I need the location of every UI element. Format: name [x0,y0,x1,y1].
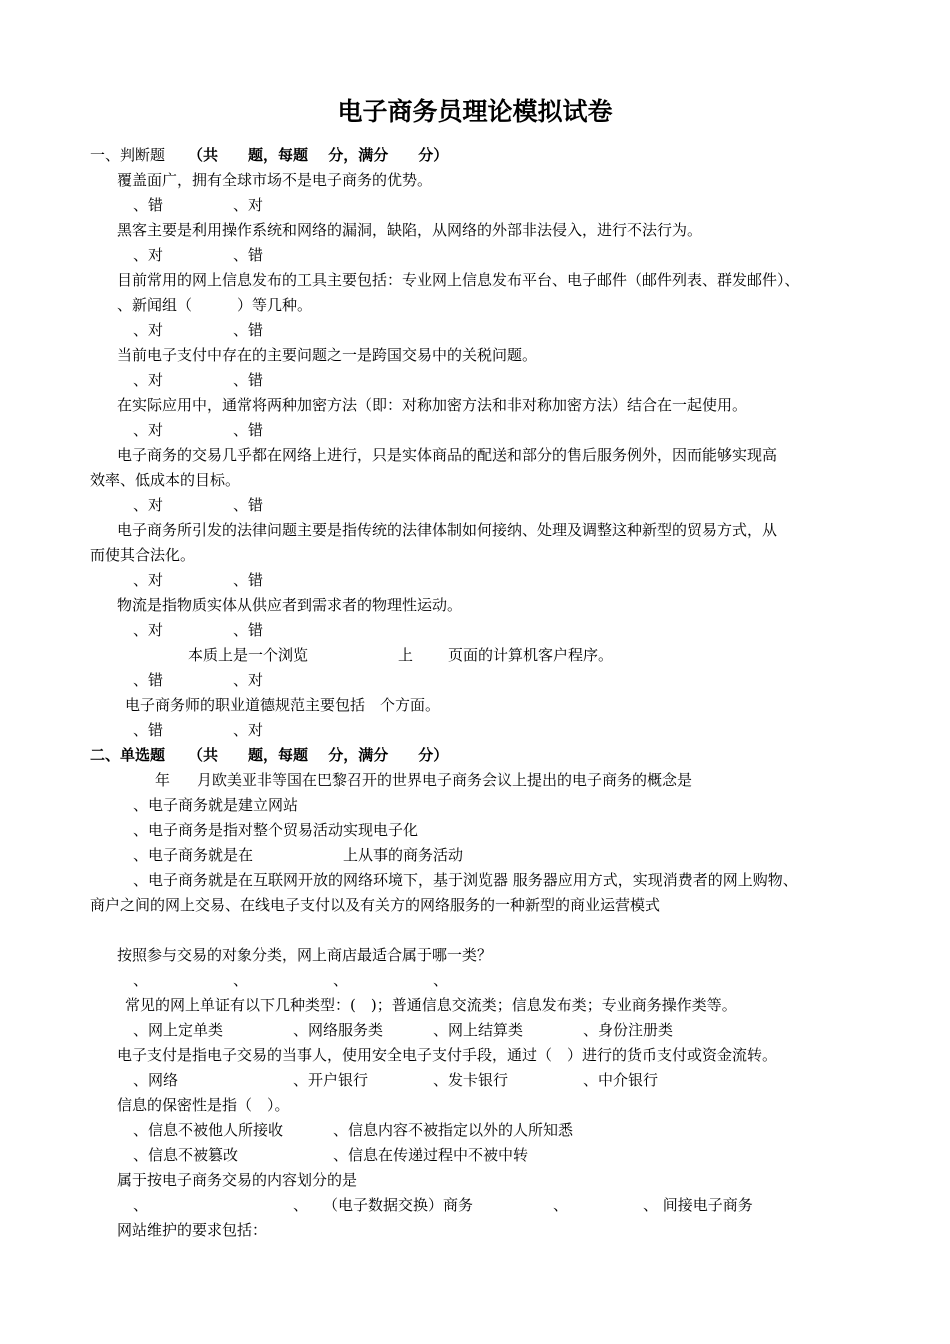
s2-q6-option-b: 、 （电子数据交换）商务 [293,1196,474,1214]
s1-q3-text-cont: 、新闻组（ ）等几种。 [117,296,313,314]
s1-q9-option-b: 、对 [233,671,264,689]
s1-q3-option-b: 、错 [233,321,264,339]
s2-q6-option-c: 、 [553,1196,569,1214]
s2-q5-text: 信息的保密性是指（ ）。 [117,1096,290,1114]
s2-q5-option-b: 、信息内容不被指定以外的人所知悉 [333,1121,574,1139]
s1-q6-text: 电子商务的交易几乎都在网络上进行，只是实体商品的配送和部分的售后服务例外，因而能够实现高 [117,446,778,464]
s1-q2-option-b: 、错 [233,246,264,264]
s2-q5-option-a: 、信息不被他人所接收 [133,1121,284,1139]
s2-q1-option-d: 、电子商务就是在互联网开放的网络环境下，基于浏览器 服务器应用方式，实现消费者的网上购物、 [133,871,798,889]
s2-q2-option-a: 、 [133,971,149,989]
s2-q4-text: 电子支付是指电子交易的当事人，使用安全电子支付手段，通过（ ）进行的货币支付或资金流转。 [117,1046,778,1064]
s1-q7-text-cont: 而使其合法化。 [90,546,196,564]
s2-q4-option-c: 、发卡银行 [433,1071,509,1089]
s2-q1-option-d-cont: 商户之间的网上交易、在线电子支付以及有关方的网络服务的一种新型的商业运营模式 [90,896,661,914]
s1-q10-text: 电子商务师的职业道德规范主要包括 个方面。 [125,696,441,714]
s2-q1-year: 年 [155,771,171,789]
s1-q2-text: 黑客主要是利用操作系统和网络的漏洞，缺陷，从网络的外部非法侵入，进行不法行为。 [117,221,703,239]
s2-q3-option-b: 、网络服务类 [293,1021,384,1039]
s1-q4-text: 当前电子支付中存在的主要问题之一是跨国交易中的关税问题。 [117,346,538,364]
s2-q2-option-b: 、 [233,971,249,989]
s2-q2-option-c: 、 [333,971,349,989]
s1-q9-option-a: 、错 [133,671,164,689]
s2-q5-option-c: 、信息不被篡改 [133,1146,239,1164]
s2-q3-option-d: 、身份注册类 [583,1021,674,1039]
s1-q8-option-a: 、对 [133,621,164,639]
s2-q4-option-a: 、网络 [133,1071,179,1089]
s2-q2-option-d: 、 [433,971,449,989]
s1-q10-option-a: 、错 [133,721,164,739]
s2-q1-option-b: 、电子商务是指对整个贸易活动实现电子化 [133,821,419,839]
s1-q9-text-c: 页面的计算机客户程序。 [448,646,614,664]
s1-q9-text-b: 上 [398,646,414,664]
s2-q3-option-a: 、网上定单类 [133,1021,224,1039]
s1-q5-text: 在实际应用中，通常将两种加密方法（即：对称加密方法和非对称加密方法）结合在一起使用。 [117,396,748,414]
section1-heading-meta: （共 题，每题 分，满分 分） [188,146,449,164]
s2-q4-option-b: 、开户银行 [293,1071,369,1089]
s2-q1-option-c-tail: 上从事的商务活动 [343,846,464,864]
s2-q1-text: 月欧美亚非等国在巴黎召开的世界电子商务会议上提出的电子商务的概念是 [197,771,693,789]
section2-heading: 二、单选题 [90,746,166,764]
s1-q3-option-a: 、对 [133,321,164,339]
s1-q7-option-a: 、对 [133,571,164,589]
s1-q7-text: 电子商务所引发的法律问题主要是指传统的法律体制如何接纳、处理及调整这种新型的贸易方式，从 [117,521,778,539]
s2-q4-option-d: 、中介银行 [583,1071,659,1089]
s1-q8-option-b: 、错 [233,621,264,639]
s1-q6-option-a: 、对 [133,496,164,514]
s1-q1-option-a: 、错 [133,196,164,214]
page-title: 电子商务员理论模拟试卷 [337,97,613,126]
s2-q6-text: 属于按电子商务交易的内容划分的是 [117,1171,358,1189]
s1-q3-text: 目前常用的网上信息发布的工具主要包括：专业网上信息发布平台、电子邮件（邮件列表、群发邮件）、 [117,271,800,289]
section2-heading-meta: （共 题，每题 分，满分 分） [188,746,449,764]
s1-q1-option-b: 、对 [233,196,264,214]
s2-q5-option-d: 、信息在传递过程中不被中转 [333,1146,529,1164]
s1-q4-option-b: 、错 [233,371,264,389]
s1-q2-option-a: 、对 [133,246,164,264]
section1-heading: 一、判断题 [90,146,166,164]
s1-q10-option-b: 、对 [233,721,264,739]
s2-q6-option-a: 、 [133,1196,149,1214]
s2-q1-option-c: 、电子商务就是在 [133,846,254,864]
s1-q1-text: 覆盖面广，拥有全球市场不是电子商务的优势。 [117,171,433,189]
s2-q6-option-d: 、 间接电子商务 [643,1196,753,1214]
s1-q8-text: 物流是指物质实体从供应者到需求者的物理性运动。 [117,596,463,614]
s2-q3-text: 常见的网上单证有以下几种类型：( )；普通信息交流类；信息发布类；专业商务操作类等。 [125,996,737,1014]
s1-q6-option-b: 、错 [233,496,264,514]
s1-q9-text-a: 本质上是一个浏览 [188,646,309,664]
s1-q4-option-a: 、对 [133,371,164,389]
s1-q6-text-cont: 效率、低成本的目标。 [90,471,241,489]
s2-q1-option-a: 、电子商务就是建立网站 [133,796,299,814]
s1-q5-option-b: 、错 [233,421,264,439]
s1-q7-option-b: 、错 [233,571,264,589]
s2-q2-text: 按照参与交易的对象分类，网上商店最适合属于哪一类？ [117,946,493,964]
s2-q7-text: 网站维护的要求包括： [117,1221,268,1239]
s1-q5-option-a: 、对 [133,421,164,439]
s2-q3-option-c: 、网上结算类 [433,1021,524,1039]
